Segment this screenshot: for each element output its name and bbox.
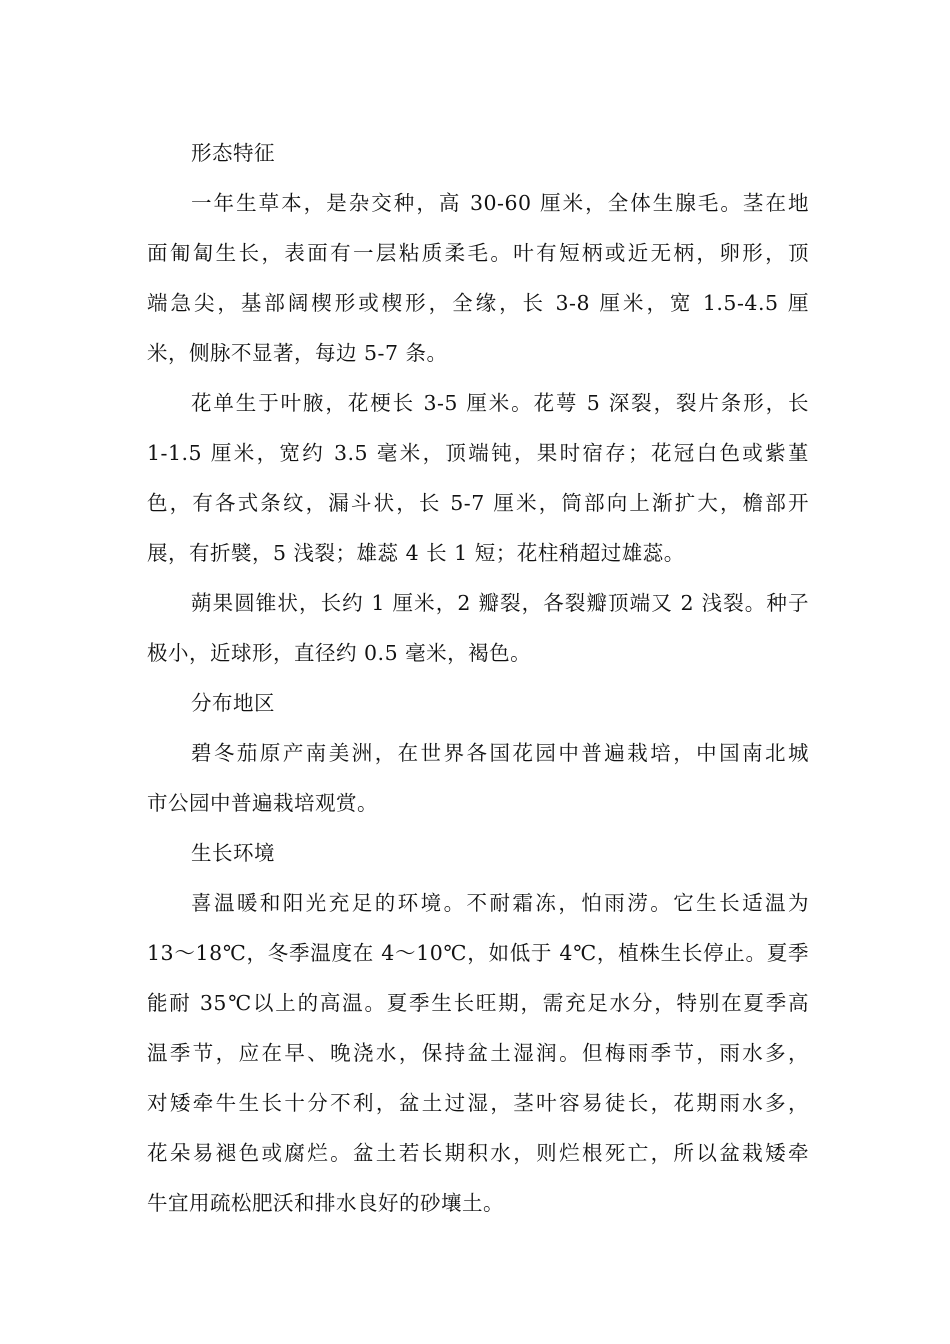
paragraph: [147, 878, 809, 1228]
paragraph-line: 一年生草本，是杂交种，高 30-60 厘米，全体生腺毛。茎在地: [191, 191, 809, 215]
paragraph-line: 蒴果圆锥状，长约 1 厘米，2 瓣裂，各裂瓣顶端又 2 浅裂。种子: [191, 591, 809, 615]
paragraph: [147, 728, 809, 828]
document-body: [147, 128, 809, 1228]
paragraph: [147, 578, 809, 678]
paragraph-line: 温季节，应在早、晚浇水，保持盆土湿润。但梅雨季节，雨水多，: [147, 1041, 809, 1065]
paragraph-line: 牛宜用疏松肥沃和排水良好的砂壤土。: [147, 1191, 504, 1215]
paragraph-line: 端急尖，基部阔楔形或楔形，全缘，长 3-8 厘米，宽 1.5-4.5 厘: [147, 291, 809, 315]
paragraph-line: 喜温暖和阳光充足的环境。不耐霜冻，怕雨涝。它生长适温为: [191, 891, 809, 915]
paragraph-line: 展，有折襞，5 浅裂；雄蕊 4 长 1 短；花柱稍超过雄蕊。: [147, 541, 685, 565]
paragraph: [147, 178, 809, 378]
section-heading: 分布地区: [191, 691, 275, 715]
paragraph-line: 色，有各式条纹，漏斗状，长 5-7 厘米，筒部向上渐扩大，檐部开: [147, 491, 809, 515]
paragraph-line: 市公园中普遍栽培观赏。: [147, 791, 378, 815]
paragraph-line: 对矮牵牛生长十分不利，盆土过湿，茎叶容易徒长，花期雨水多，: [147, 1091, 809, 1115]
paragraph: [147, 378, 809, 578]
paragraph-line: 13～18℃，冬季温度在 4～10℃，如低于 4℃，植株生长停止。夏季: [147, 941, 809, 965]
paragraph-line: 极小，近球形，直径约 0.5 毫米，褐色。: [147, 641, 532, 665]
paragraph-line: 米，侧脉不显著，每边 5-7 条。: [147, 341, 448, 365]
section-heading: 生长环境: [191, 841, 275, 865]
paragraph-line: 花朵易褪色或腐烂。盆土若长期积水，则烂根死亡，所以盆栽矮牵: [147, 1141, 809, 1165]
paragraph-line: 能耐 35℃以上的高温。夏季生长旺期，需充足水分，特别在夏季高: [147, 991, 809, 1015]
paragraph-line: 面匍匐生长，表面有一层粘质柔毛。叶有短柄或近无柄，卵形，顶: [147, 241, 809, 265]
section-heading: 形态特征: [191, 141, 275, 165]
paragraph-line: 1-1.5 厘米，宽约 3.5 毫米，顶端钝，果时宿存；花冠白色或紫堇: [147, 441, 809, 465]
paragraph-line: 花单生于叶腋，花梗长 3-5 厘米。花萼 5 深裂，裂片条形，长: [191, 391, 809, 415]
paragraph-line: 碧冬茄原产南美洲，在世界各国花园中普遍栽培，中国南北城: [191, 741, 809, 765]
